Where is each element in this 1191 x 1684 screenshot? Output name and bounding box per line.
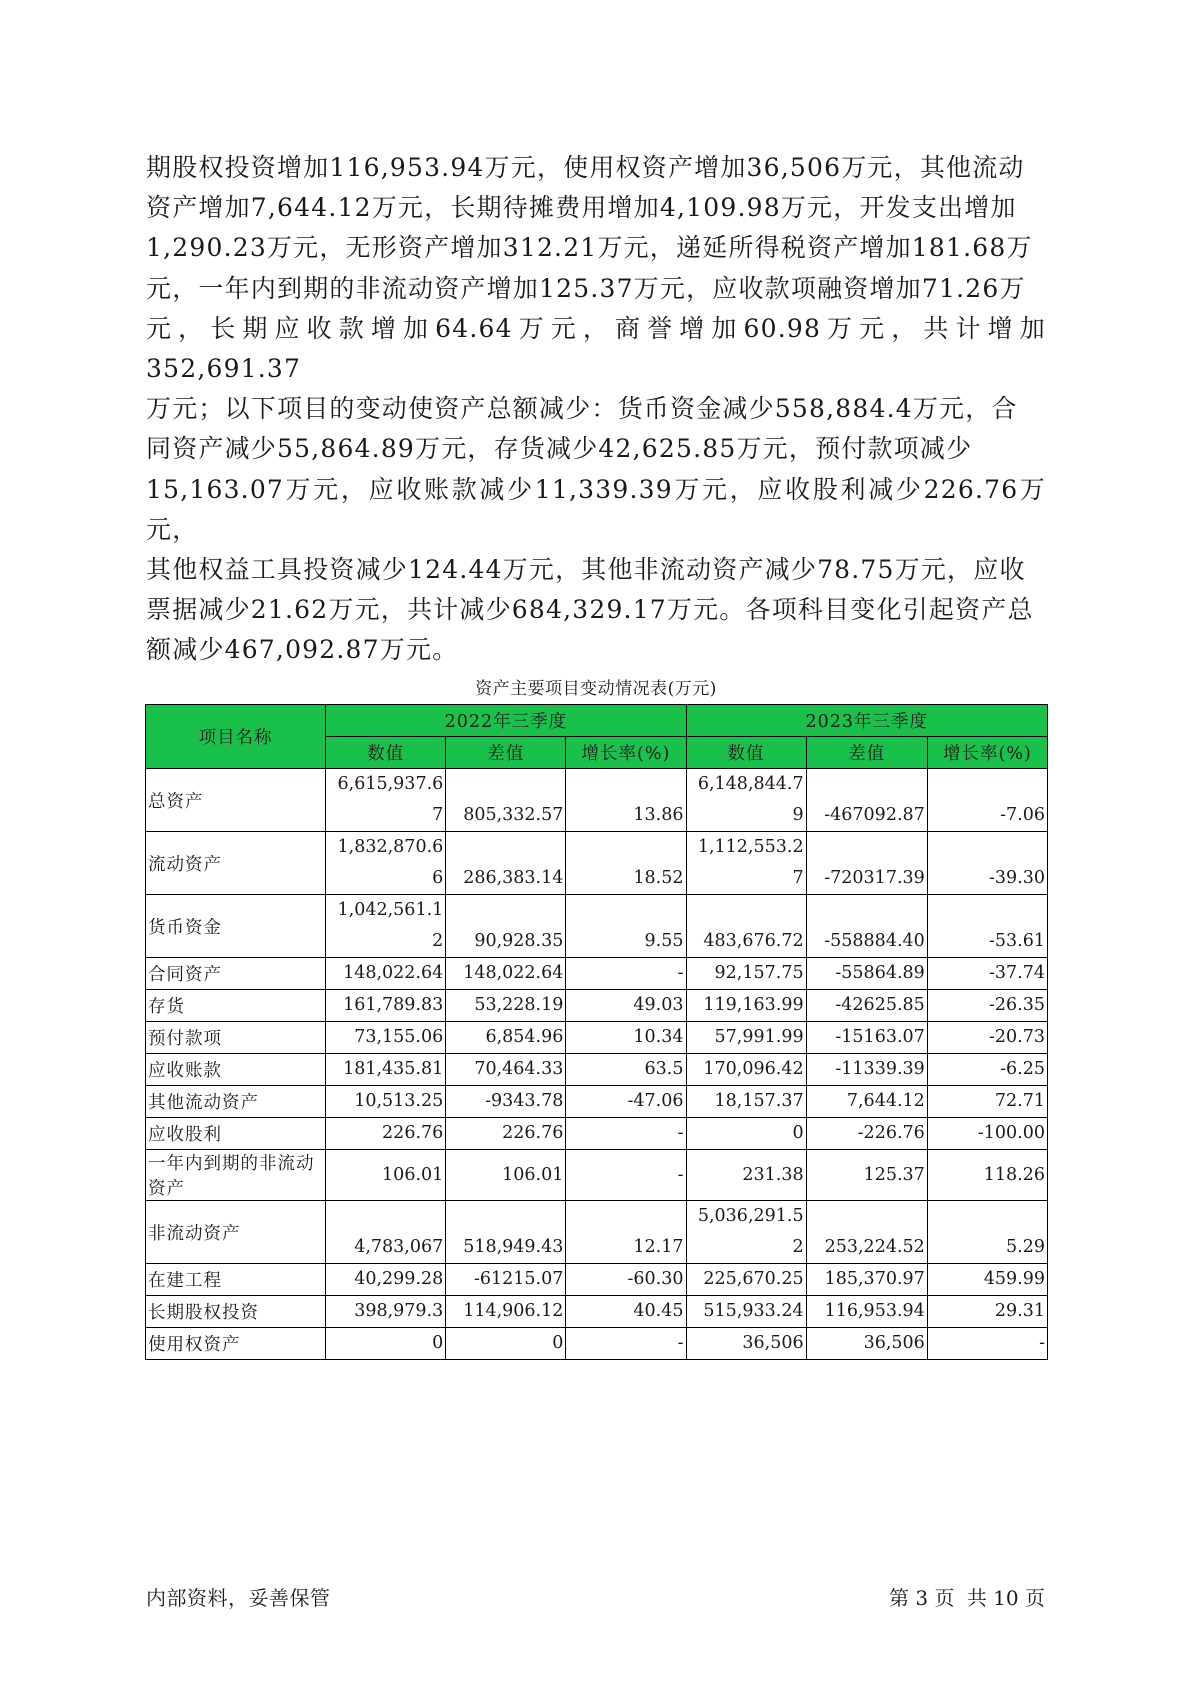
cell-d1: 0 xyxy=(446,1328,566,1360)
cell-g2: -20.73 xyxy=(927,1022,1047,1054)
cell-g1: 13.86 xyxy=(566,769,686,832)
cell-g1: 12.17 xyxy=(566,1201,686,1264)
cell-v2: 36,506 xyxy=(686,1328,806,1360)
row-item-name: 应收账款 xyxy=(146,1054,326,1086)
page-label: 第 3 页 xyxy=(889,1586,955,1610)
table-row xyxy=(146,832,1048,895)
cell-v2: 515,933.24 xyxy=(686,1296,806,1328)
cell-d1: 805,332.57 xyxy=(446,769,566,832)
cell-v2: 231.38 xyxy=(686,1150,806,1201)
body-paragraph xyxy=(146,148,1046,671)
paragraph-line: 资产增加7,644.12万元，长期待摊费用增加4,109.98万元，开发支出增加 xyxy=(146,193,1017,223)
cell-v2: 6,148,844.79 xyxy=(686,769,806,832)
cell-v1: 0 xyxy=(326,1328,446,1360)
row-item-name: 非流动资产 xyxy=(146,1201,326,1264)
cell-g2: -100.00 xyxy=(927,1118,1047,1150)
paragraph-line: 期股权投资增加116,953.94万元，使用权资产增加36,506万元，其他流动 xyxy=(146,153,1025,182)
cell-v1: 161,789.83 xyxy=(326,990,446,1022)
cell-v2: 483,676.72 xyxy=(686,895,806,958)
cell-g1: 10.34 xyxy=(566,1022,686,1054)
cell-d1: 6,854.96 xyxy=(446,1022,566,1054)
paragraph-line: 票据减少21.62万元，共计减少684,329.17万元。各项科目变化引起资产总 xyxy=(146,595,1034,625)
cell-v2: 0 xyxy=(686,1118,806,1150)
header-period-2022: 2022年三季度 xyxy=(326,705,686,737)
row-item-name: 合同资产 xyxy=(146,958,326,990)
table-caption: 资产主要项目变动情况表(万元) xyxy=(475,679,717,699)
cell-g2: - xyxy=(927,1328,1047,1360)
paragraph-line: 额减少467,092.87万元。 xyxy=(146,635,459,665)
cell-v2: 1,112,553.27 xyxy=(686,832,806,895)
table-row xyxy=(146,958,1048,990)
table-row xyxy=(146,895,1048,958)
cell-g2: 72.71 xyxy=(927,1086,1047,1118)
cell-g2: 118.26 xyxy=(927,1150,1047,1201)
row-item-name: 长期股权投资 xyxy=(146,1296,326,1328)
cell-g2: -37.74 xyxy=(927,958,1047,990)
cell-v2: 170,096.42 xyxy=(686,1054,806,1086)
table-row xyxy=(146,1150,1048,1201)
cell-d2: -467092.87 xyxy=(806,769,927,832)
cell-d2: -558884.40 xyxy=(806,895,927,958)
cell-g1: -47.06 xyxy=(566,1086,686,1118)
table-row xyxy=(146,1054,1048,1086)
header-item-name: 项目名称 xyxy=(146,705,326,769)
cell-g1: 49.03 xyxy=(566,990,686,1022)
header-period-2023: 2023年三季度 xyxy=(686,705,1048,737)
cell-g1: - xyxy=(566,958,686,990)
cell-v1: 181,435.81 xyxy=(326,1054,446,1086)
table-row xyxy=(146,1296,1048,1328)
cell-d2: -11339.39 xyxy=(806,1054,927,1086)
table-row xyxy=(146,1264,1048,1296)
cell-g2: 459.99 xyxy=(927,1264,1047,1296)
cell-g1: 9.55 xyxy=(566,895,686,958)
row-item-name: 预付款项 xyxy=(146,1022,326,1054)
cell-g2: 5.29 xyxy=(927,1201,1047,1264)
table-row xyxy=(146,1118,1048,1150)
cell-v1: 148,022.64 xyxy=(326,958,446,990)
cell-d2: 7,644.12 xyxy=(806,1086,927,1118)
cell-v1: 1,042,561.12 xyxy=(326,895,446,958)
asset-change-table xyxy=(145,704,1048,1360)
cell-d2: -55864.89 xyxy=(806,958,927,990)
cell-g2: -6.25 xyxy=(927,1054,1047,1086)
paragraph-line: 万元；以下项目的变动使资产总额减少：货币资金减少558,884.4万元，合 xyxy=(146,394,1018,424)
cell-d1: 518,949.43 xyxy=(446,1201,566,1264)
footer-confidential: 内部资料，妥善保管 xyxy=(146,1586,331,1610)
table-row xyxy=(146,1328,1048,1360)
cell-g1: - xyxy=(566,1150,686,1201)
cell-g1: - xyxy=(566,1328,686,1360)
cell-v2: 225,670.25 xyxy=(686,1264,806,1296)
cell-d1: 114,906.12 xyxy=(446,1296,566,1328)
cell-d1: -9343.78 xyxy=(446,1086,566,1118)
row-item-name: 存货 xyxy=(146,990,326,1022)
header-diff-2022: 差值 xyxy=(446,737,566,769)
row-item-name: 流动资产 xyxy=(146,832,326,895)
cell-g2: -53.61 xyxy=(927,895,1047,958)
cell-d2: 125.37 xyxy=(806,1150,927,1201)
cell-g2: -39.30 xyxy=(927,832,1047,895)
cell-g1: -60.30 xyxy=(566,1264,686,1296)
cell-v2: 18,157.37 xyxy=(686,1086,806,1118)
cell-g2: 29.31 xyxy=(927,1296,1047,1328)
total-pages-label: 共 10 页 xyxy=(966,1586,1045,1610)
cell-v1: 226.76 xyxy=(326,1118,446,1150)
table-row xyxy=(146,769,1048,832)
row-item-name: 应收股利 xyxy=(146,1118,326,1150)
cell-g1: 63.5 xyxy=(566,1054,686,1086)
cell-d1: 90,928.35 xyxy=(446,895,566,958)
paragraph-line: 1,290.23万元，无形资产增加312.21万元，递延所得税资产增加181.68万 xyxy=(146,233,1033,263)
header-value-2022: 数值 xyxy=(326,737,446,769)
cell-v1: 106.01 xyxy=(326,1150,446,1201)
cell-v1: 73,155.06 xyxy=(326,1022,446,1054)
row-item-name: 总资产 xyxy=(146,769,326,832)
cell-d2: 185,370.97 xyxy=(806,1264,927,1296)
paragraph-line: 其他权益工具投资减少124.44万元，其他非流动资产减少78.75万元，应收 xyxy=(146,555,1026,585)
cell-v2: 5,036,291.52 xyxy=(686,1201,806,1264)
table-row xyxy=(146,990,1048,1022)
cell-g2: -26.35 xyxy=(927,990,1047,1022)
cell-v1: 10,513.25 xyxy=(326,1086,446,1118)
row-item-name: 在建工程 xyxy=(146,1264,326,1296)
cell-v2: 119,163.99 xyxy=(686,990,806,1022)
cell-g1: 18.52 xyxy=(566,832,686,895)
table-row xyxy=(146,1201,1048,1264)
table-row xyxy=(146,1086,1048,1118)
cell-d1: 106.01 xyxy=(446,1150,566,1201)
cell-v1: 398,979.3 xyxy=(326,1296,446,1328)
row-item-name: 其他流动资产 xyxy=(146,1086,326,1118)
paragraph-line: 元，长期应收款增加64.64万元，商誉增加60.98万元，共计增加352,691.37 xyxy=(146,313,1046,384)
row-item-name: 一年内到期的非流动资产 xyxy=(146,1150,326,1201)
cell-g2: -7.06 xyxy=(927,769,1047,832)
footer-page-number xyxy=(883,1582,1045,1611)
header-growth-2023: 增长率(%) xyxy=(927,737,1047,769)
paragraph-line: 同资产减少55,864.89万元，存货减少42,625.85万元，预付款项减少 xyxy=(146,434,973,464)
header-value-2023: 数值 xyxy=(686,737,806,769)
cell-d1: 286,383.14 xyxy=(446,832,566,895)
header-growth-2022: 增长率(%) xyxy=(566,737,686,769)
cell-v2: 92,157.75 xyxy=(686,958,806,990)
cell-d2: -720317.39 xyxy=(806,832,927,895)
paragraph-line: 元，一年内到期的非流动资产增加125.37万元，应收款项融资增加71.26万 xyxy=(146,273,1026,303)
cell-v1: 40,299.28 xyxy=(326,1264,446,1296)
paragraph-line: 15,163.07万元，应收账款减少11,339.39万元，应收股利减少226.76万元， xyxy=(146,474,1046,544)
cell-d1: 148,022.64 xyxy=(446,958,566,990)
cell-v2: 57,991.99 xyxy=(686,1022,806,1054)
cell-d1: -61215.07 xyxy=(446,1264,566,1296)
cell-d2: 116,953.94 xyxy=(806,1296,927,1328)
cell-d1: 53,228.19 xyxy=(446,990,566,1022)
cell-g1: 40.45 xyxy=(566,1296,686,1328)
table-row xyxy=(146,1022,1048,1054)
cell-d2: -226.76 xyxy=(806,1118,927,1150)
header-diff-2023: 差值 xyxy=(806,737,927,769)
cell-d2: 36,506 xyxy=(806,1328,927,1360)
cell-d2: -42625.85 xyxy=(806,990,927,1022)
cell-d2: -15163.07 xyxy=(806,1022,927,1054)
cell-v1: 6,615,937.67 xyxy=(326,769,446,832)
cell-d2: 253,224.52 xyxy=(806,1201,927,1264)
cell-g1: - xyxy=(566,1118,686,1150)
cell-d1: 226.76 xyxy=(446,1118,566,1150)
cell-v1: 1,832,870.66 xyxy=(326,832,446,895)
row-item-name: 货币资金 xyxy=(146,895,326,958)
cell-v1: 4,783,067 xyxy=(326,1201,446,1264)
cell-d1: 70,464.33 xyxy=(446,1054,566,1086)
row-item-name: 使用权资产 xyxy=(146,1328,326,1360)
